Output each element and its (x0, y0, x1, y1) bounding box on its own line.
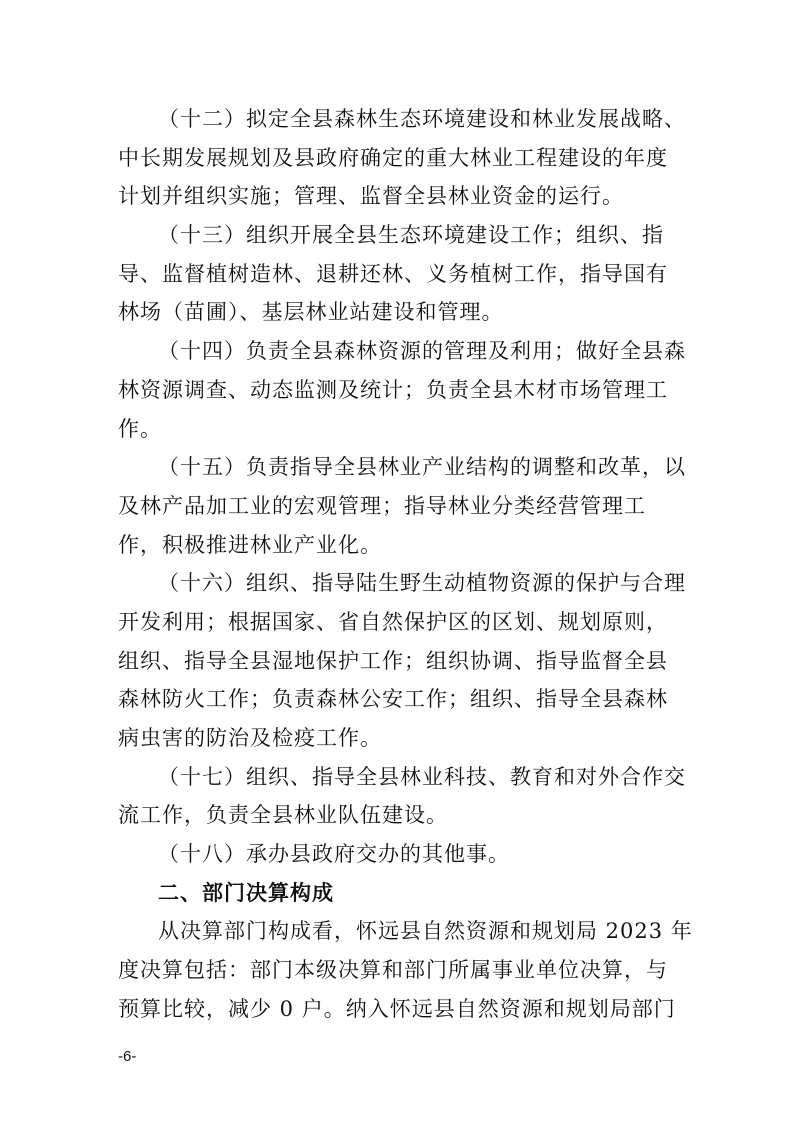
page-number: -6- (118, 1048, 137, 1065)
section-paragraph-line-1: 从决算部门构成看，怀远县自然资源和规划局 2023 年 (158, 919, 693, 944)
item-16-line-1: （十六）组织、指导陆生野生动植物资源的保护与合理 (158, 571, 686, 596)
item-15-line-1: （十五）负责指导全县林业产业结构的调整和改革，以 (158, 455, 686, 480)
section-paragraph-line-3: 预算比较，减少 0 户。纳入怀远县自然资源和规划局部门 (118, 996, 676, 1021)
item-18-line-1: （十八）承办县政府交办的其他事。 (158, 842, 510, 867)
section-heading: 二、部门决算构成 (158, 880, 334, 905)
item-12-line-2: 中长期发展规划及县政府确定的重大林业工程建设的年度 (118, 145, 668, 170)
item-16-line-2: 开发利用；根据国家、省自然保护区的区划、规划原则， (118, 609, 668, 634)
item-14-line-2: 林资源调查、动态监测及统计；负责全县木材市场管理工 (118, 377, 668, 402)
item-15-line-3: 作，积极推进林业产业化。 (118, 532, 382, 557)
item-12-line-3: 计划并组织实施；管理、监督全县林业资金的运行。 (118, 184, 624, 209)
item-17-line-2: 流工作，负责全县林业队伍建设。 (118, 803, 448, 828)
item-15-line-2: 及林产品加工业的宏观管理；指导林业分类经营管理工 (118, 493, 646, 518)
section-paragraph-line-2: 度决算包括：部门本级决算和部门所属事业单位决算，与 (118, 958, 668, 983)
item-14-line-1: （十四）负责全县森林资源的管理及利用；做好全县森 (158, 339, 686, 364)
item-14-line-3: 作。 (118, 416, 162, 441)
item-12-line-1: （十二）拟定全县森林生态环境建设和林业发展战略、 (158, 107, 686, 131)
item-13-line-2: 导、监督植树造林、退耕还林、义务植树工作，指导国有 (118, 261, 668, 286)
item-16-line-4: 森林防火工作；负责森林公安工作；组织、指导全县森林 (118, 687, 668, 712)
item-17-line-1: （十七）组织、指导全县林业科技、教育和对外合作交 (158, 764, 686, 789)
item-16-line-3: 组织、指导全县湿地保护工作；组织协调、指导监督全县 (118, 648, 668, 673)
document-body (118, 100, 693, 1029)
item-13-line-1: （十三）组织开展全县生态环境建设工作；组织、指 (158, 223, 664, 248)
item-13-line-3: 林场（苗圃）、基层林业站建设和管理。 (118, 300, 504, 325)
item-16-line-5: 病虫害的防治及检疫工作。 (118, 726, 382, 750)
